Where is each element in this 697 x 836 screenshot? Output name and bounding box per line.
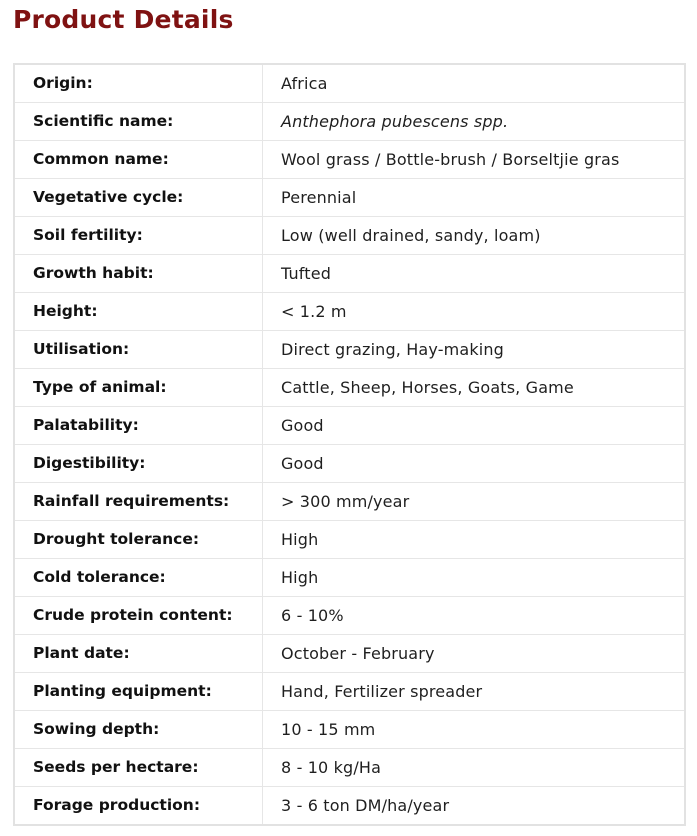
detail-label: Forage production: xyxy=(14,787,263,826)
table-row xyxy=(14,179,685,217)
product-details-table xyxy=(13,63,686,826)
detail-value: High xyxy=(263,521,686,559)
table-row xyxy=(14,255,685,293)
detail-label: Sowing depth: xyxy=(14,711,263,749)
table-row xyxy=(14,711,685,749)
detail-label: Drought tolerance: xyxy=(14,521,263,559)
table-row xyxy=(14,673,685,711)
detail-value: Low (well drained, sandy, loam) xyxy=(263,217,686,255)
detail-value: 3 - 6 ton DM/ha/year xyxy=(263,787,686,826)
detail-value: Direct grazing, Hay-making xyxy=(263,331,686,369)
detail-label: Digestibility: xyxy=(14,445,263,483)
detail-label: Palatability: xyxy=(14,407,263,445)
detail-value: Wool grass / Bottle-brush / Borseltjie gras xyxy=(263,141,686,179)
detail-value: < 1.2 m xyxy=(263,293,686,331)
detail-value: Hand, Fertilizer spreader xyxy=(263,673,686,711)
table-row xyxy=(14,445,685,483)
detail-label: Rainfall requirements: xyxy=(14,483,263,521)
page-title: Product Details xyxy=(13,5,234,34)
detail-value: Africa xyxy=(281,73,328,93)
detail-label: Vegetative cycle: xyxy=(14,179,263,217)
detail-value: Perennial xyxy=(263,179,686,217)
detail-label: Common name: xyxy=(14,141,263,179)
table-row xyxy=(14,217,685,255)
table-row xyxy=(14,331,685,369)
detail-label: Utilisation: xyxy=(14,331,263,369)
table-row xyxy=(14,407,685,445)
detail-value: > 300 mm/year xyxy=(263,483,686,521)
table-row xyxy=(14,64,685,103)
table-row xyxy=(14,369,685,407)
detail-label: Planting equipment: xyxy=(14,673,263,711)
table-row xyxy=(14,749,685,787)
detail-label: Origin: xyxy=(14,64,263,103)
table-row xyxy=(14,483,685,521)
detail-label: Cold tolerance: xyxy=(14,559,263,597)
table-row xyxy=(14,521,685,559)
table-row xyxy=(14,635,685,673)
detail-label: Growth habit: xyxy=(14,255,263,293)
detail-label: Crude protein content: xyxy=(14,597,263,635)
detail-value: Cattle, Sheep, Horses, Goats, Game xyxy=(263,369,686,407)
table-row xyxy=(14,597,685,635)
table-row xyxy=(14,293,685,331)
table-row xyxy=(14,141,685,179)
detail-value: 6 - 10% xyxy=(263,597,686,635)
table-row xyxy=(14,559,685,597)
detail-label: Scientific name: xyxy=(14,103,263,141)
detail-value: Tufted xyxy=(263,255,686,293)
detail-label: Soil fertility: xyxy=(14,217,263,255)
detail-value: Good xyxy=(263,445,686,483)
detail-value: 8 - 10 kg/Ha xyxy=(263,749,686,787)
detail-label: Plant date: xyxy=(14,635,263,673)
detail-label: Height: xyxy=(14,293,263,331)
detail-value: Anthephora pubescens spp. xyxy=(263,103,686,141)
detail-label: Type of animal: xyxy=(14,369,263,407)
detail-label: Seeds per hectare: xyxy=(14,749,263,787)
detail-value: 10 - 15 mm xyxy=(263,711,686,749)
table-row xyxy=(14,103,685,141)
detail-value: Good xyxy=(263,407,686,445)
detail-value: October - February xyxy=(263,635,686,673)
detail-value: High xyxy=(263,559,686,597)
table-row xyxy=(14,787,685,826)
